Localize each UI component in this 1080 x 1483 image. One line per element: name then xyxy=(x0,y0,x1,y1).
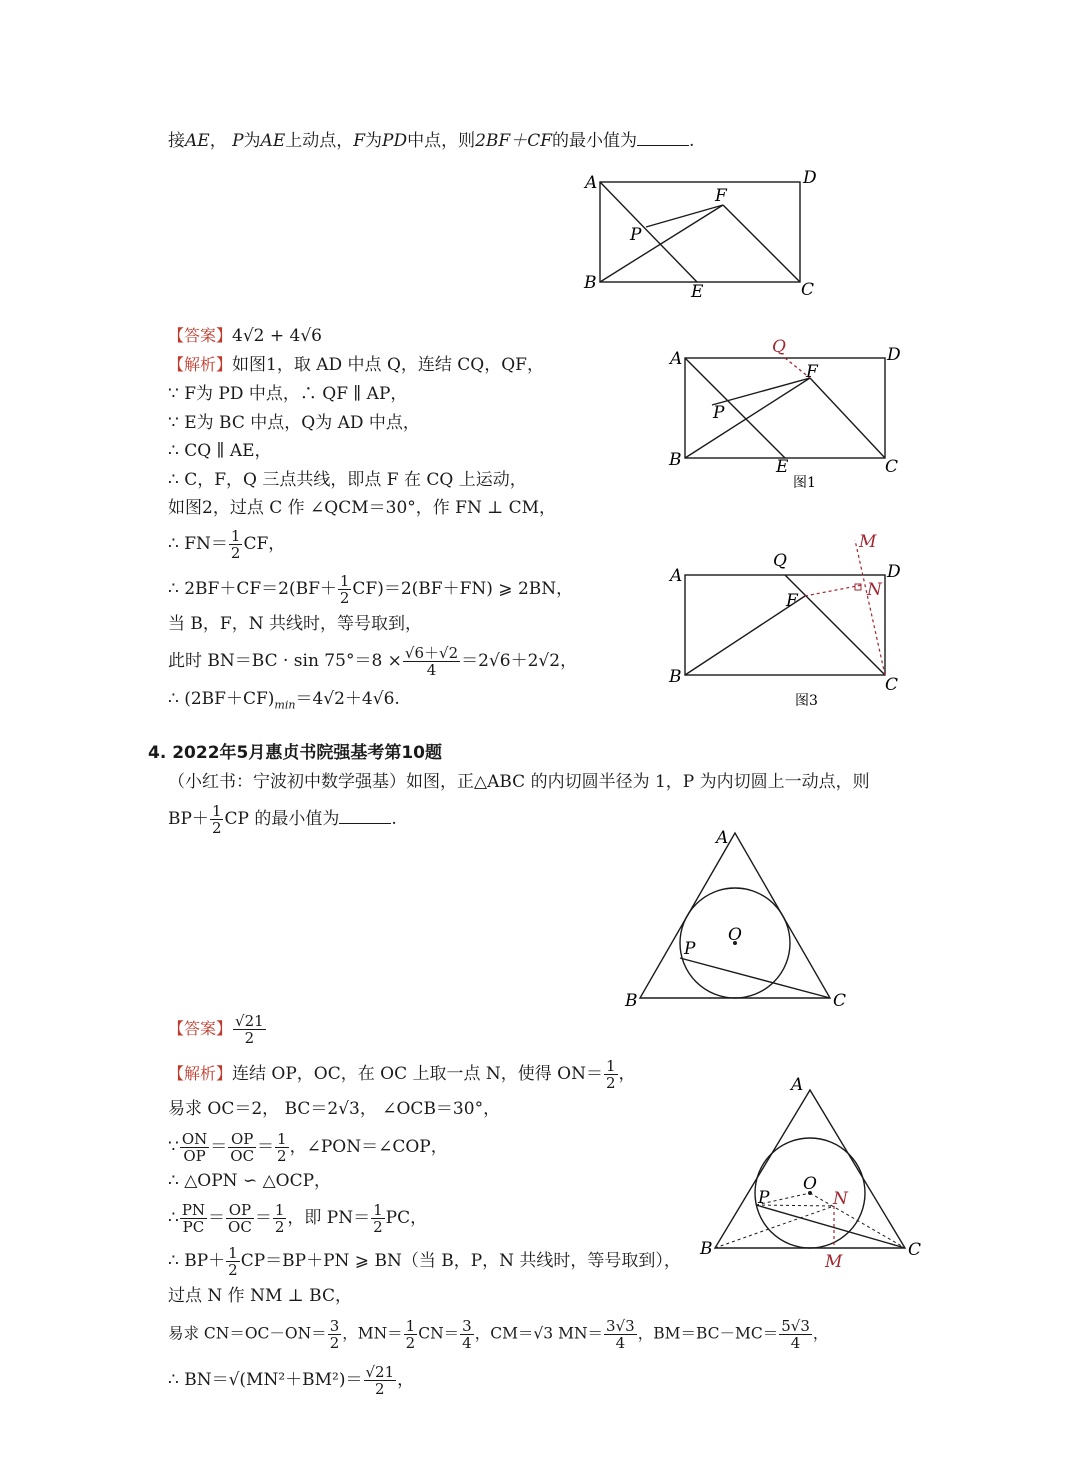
label-C: C xyxy=(885,675,899,695)
fraction: $\frac{1}{2}$ xyxy=(606,1057,616,1092)
label-F: F xyxy=(715,186,727,206)
label-F: F xyxy=(786,591,798,611)
analysis4-line2: 易求 OC＝2， BC＝2√3， ∠OCB＝30°， xyxy=(168,1099,501,1119)
analysis3-line7: ∴ FN＝ $\frac{1}{2}$ CF， xyxy=(168,527,286,562)
analysis3-line6: 如图2，过点 C 作 ∠QCM＝30°，作 FN ⊥ CM， xyxy=(168,498,557,518)
fraction: $\frac{1}{2}$ xyxy=(228,1244,238,1279)
label-M: M xyxy=(825,1252,843,1272)
label-B: B xyxy=(669,450,682,470)
label-A: A xyxy=(791,1075,804,1095)
problem4-line2: BP＋ $\frac{1}{2}$ CP 的最小值为 . xyxy=(168,802,397,837)
label-O: O xyxy=(803,1174,817,1194)
answer4: 【答案】 $\frac{√21}{2}$ xyxy=(168,1012,264,1047)
analysis4-line4: ∴ △OPN ∽ △OCP， xyxy=(168,1171,332,1191)
analysis4-line8: 易求 CN＝OC－ON＝ $\frac{3}{2}$ ，MN＝ $\frac{1}{2}$ CN＝ $\frac{3}{4}$ ，CM＝√3 MN＝ $\frac{3√3}{4}$ ，BM＝BC－MC＝ $\frac{5√3}{4}$ ， xyxy=(168,1317,829,1352)
figure-1-caption: 图1 xyxy=(793,475,816,491)
analysis4-line9: ∴ BN＝√(MN²＋BM²)＝ $\frac{√21}{2}$ ， xyxy=(168,1363,415,1398)
label-C: C xyxy=(885,457,899,477)
analysis4-line5: ∴ $\frac{PN}{PC}$ ＝ $\frac{OP}{OC}$ ＝ $\frac{1}{2}$ ，即 PN＝ $\frac{1}{2}$ PC， xyxy=(168,1201,428,1236)
problem4-title: 4. 2022年5月惠贞书院强基考第10题 xyxy=(148,743,443,763)
problem4-line1: （小红书：宁波初中数学强基）如图，正△ABC 的内切圆半径为 1，P 为内切圆上一动点，则 xyxy=(168,772,870,792)
problem3-statement: 接AE， P为AE上动点，F为PD中点，则2BF＋CF的最小值为 . xyxy=(168,131,695,151)
fraction: $\frac{5√3}{4}$ xyxy=(781,1317,810,1352)
fraction: $\frac{3}{2}$ xyxy=(329,1317,340,1352)
fraction: $\frac{√6+√2}{4}$ xyxy=(404,644,459,679)
analysis3-line2: ∵ F为 PD 中点，∴ QF ∥ AP， xyxy=(168,384,408,404)
label-P: P xyxy=(684,939,696,959)
label-D: D xyxy=(887,562,901,582)
fraction: $\frac{OP}{OC}$ xyxy=(228,1201,252,1236)
label-E: E xyxy=(776,457,789,477)
fraction: $\frac{1}{2}$ xyxy=(230,527,241,562)
analysis4-line1: 【解析】连结 OP，OC，在 OC 上取一点 N，使得 ON＝ $\frac{1}{2}$ ， xyxy=(168,1057,636,1092)
fraction: $\frac{1}{2}$ xyxy=(373,1201,383,1236)
label-C: C xyxy=(833,991,847,1011)
label-B: B xyxy=(700,1239,713,1259)
label-A: A xyxy=(716,828,729,848)
label-P: P xyxy=(758,1188,770,1208)
label-F: F xyxy=(806,362,818,382)
fraction: $\frac{OP}{OC}$ xyxy=(230,1130,255,1165)
label-Q: Q xyxy=(773,551,787,571)
fraction: $\frac{3√3}{4}$ xyxy=(606,1317,635,1352)
answer3: 【答案】4√2 + 4√6 xyxy=(168,326,322,346)
label-A: A xyxy=(670,349,683,369)
fraction: $\frac{√21}{2}$ xyxy=(235,1012,264,1047)
analysis4-line6: ∴ BP＋ $\frac{1}{2}$ CP＝BP＋PN ⩾ BN（当 B，P，N 共线时，等号取到）， xyxy=(168,1244,681,1279)
label-N: N xyxy=(867,580,882,600)
label-D: D xyxy=(803,168,817,188)
label-C: C xyxy=(801,280,815,300)
fraction: $\frac{1}{2}$ xyxy=(277,1130,287,1165)
label-M: M xyxy=(859,532,877,552)
fraction: $\frac{1}{2}$ xyxy=(405,1317,416,1352)
label-O: O xyxy=(728,925,742,945)
label-B: B xyxy=(669,667,682,687)
analysis4-line3: ∵ $\frac{ON}{OP}$ ＝ $\frac{OP}{OC}$ ＝ $\frac{1}{2}$ ，∠PON＝∠COP， xyxy=(168,1130,448,1165)
label-B: B xyxy=(625,991,638,1011)
figure-3-caption: 图3 xyxy=(795,693,818,709)
analysis3-line5: ∴ C，F，Q 三点共线，即点 F 在 CQ 上运动， xyxy=(168,470,527,490)
analysis4-line7: 过点 N 作 NM ⊥ BC， xyxy=(168,1286,352,1306)
fraction: $\frac{1}{2}$ xyxy=(211,802,222,837)
label-B: B xyxy=(584,273,597,293)
label-Q: Q xyxy=(772,337,786,357)
analysis3-line11: ∴ $(2BF+CF)_{min}=4√2+4√6$. xyxy=(168,689,400,712)
analysis3-line4: ∴ CQ ∥ AE， xyxy=(168,441,272,461)
analysis3-line8: ∴ 2BF＋CF＝2(BF＋ $\frac{1}{2}$ CF)＝2(BF＋FN) ⩾ 2BN， xyxy=(168,572,574,607)
label-E: E xyxy=(691,282,704,302)
fraction: $\frac{1}{2}$ xyxy=(274,1201,285,1236)
label-C: C xyxy=(908,1240,922,1260)
label-P: P xyxy=(713,403,725,423)
label-A: A xyxy=(585,173,598,193)
analysis3-line10: 此时 BN＝BC · sin 75°＝8 × $\frac{√6+√2}{4}$ ＝2√6＋2√2， xyxy=(168,644,578,679)
analysis3-line3: ∵ E为 BC 中点，Q为 AD 中点， xyxy=(168,413,420,433)
fraction: $\frac{3}{4}$ xyxy=(462,1317,472,1352)
label-P: P xyxy=(630,225,642,245)
label-D: D xyxy=(887,345,901,365)
analysis3-line9: 当 B，F，N 共线时，等号取到， xyxy=(168,614,422,634)
fraction: $\frac{ON}{OP}$ xyxy=(181,1130,208,1165)
analysis3-line1: 【解析】如图1，取 AD 中点 Q，连结 CQ，QF， xyxy=(168,355,544,375)
fraction: $\frac{1}{2}$ xyxy=(339,572,350,607)
label-N: N xyxy=(833,1189,848,1209)
fraction: $\frac{√21}{2}$ xyxy=(365,1363,395,1398)
label-A: A xyxy=(670,566,683,586)
fraction: $\frac{PN}{PC}$ xyxy=(181,1201,206,1236)
